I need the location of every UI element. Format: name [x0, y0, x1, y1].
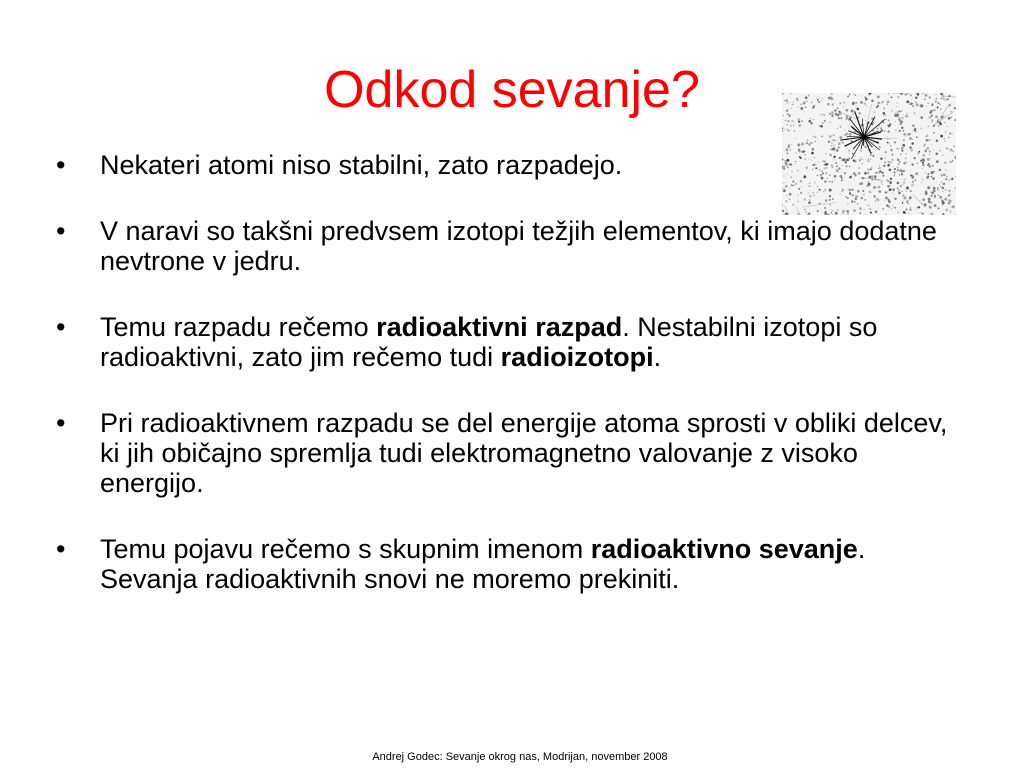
slide-title: Odkod sevanje?: [324, 61, 700, 119]
bullet-dot: •: [56, 408, 66, 438]
bullet-text: V naravi so takšni predvsem izotopi težjih elementov, ki imajo dodatne nevtrone v jedru.: [100, 216, 937, 276]
term-radioactive-radiation: radioaktivno sevanje: [590, 534, 858, 564]
footer-citation: Andrej Godec: Sevanje okrog nas, Modrijan, november 2008: [372, 751, 668, 763]
bullet-item: [56, 534, 961, 594]
bullet-dot: •: [56, 150, 66, 180]
bullet-item: [56, 150, 961, 180]
bullet-list: [56, 150, 961, 594]
bullet-text: Pri radioaktivnem razpadu se del energije atoma sprosti v obliki delcev, ki jih običajno spremlja tudi elektromagnetno valovanje z visoko energijo.: [100, 408, 948, 498]
bullet-dot: •: [56, 534, 66, 564]
bullet-item: [56, 312, 961, 372]
bullet-text: .: [653, 342, 662, 372]
bullet-text: . Nestabilni izotopi so radioaktivni, zato jim rečemo tudi: [100, 312, 878, 372]
term-radioactive-decay: radioaktivni razpad: [376, 312, 623, 342]
bullet-text: Temu pojavu rečemo s skupnim imenom: [100, 534, 591, 564]
bullet-dot: •: [56, 216, 66, 246]
term-radioisotopes: radioizotopi: [500, 342, 654, 372]
bullet-text: Temu razpadu rečemo: [100, 312, 377, 342]
bullet-dot: •: [56, 312, 66, 342]
bullet-text: Nekateri atomi niso stabilni, zato razpadejo.: [100, 150, 623, 180]
bullet-text: . Sevanja radioaktivnih snovi ne moremo prekiniti.: [100, 534, 866, 594]
bullet-item: [56, 408, 961, 498]
bullet-item: [56, 216, 961, 276]
